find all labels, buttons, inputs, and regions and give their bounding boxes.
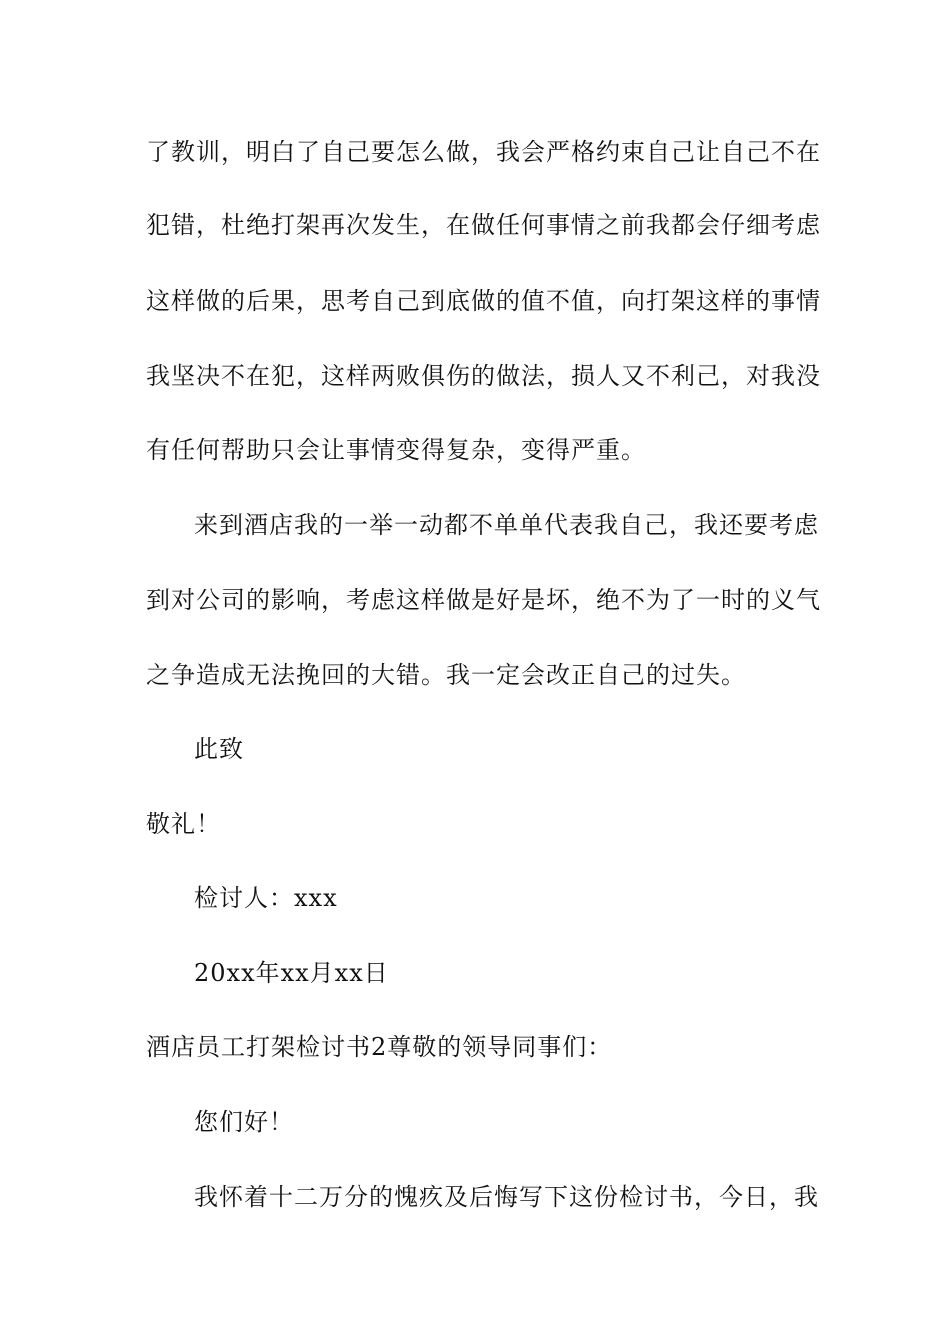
body-text-line: 我坚决不在犯，这样两败俱伤的做法，损人又不利己，对我没 bbox=[146, 362, 821, 390]
body-text-line: 到对公司的影响，考虑这样做是好是坏，绝不为了一时的义气 bbox=[146, 586, 821, 614]
closing-regards: 敬礼！ bbox=[146, 810, 221, 838]
signature-name: 检讨人：xxx bbox=[194, 884, 338, 912]
body-text-line: 这样做的后果，思考自己到底做的值不值，向打架这样的事情 bbox=[146, 287, 821, 315]
body-text-line: 之争造成无法挽回的大错。我一定会改正自己的过失。 bbox=[146, 661, 746, 689]
body-text-line: 犯错，杜绝打架再次发生，在做任何事情之前我都会仔细考虑 bbox=[146, 211, 821, 239]
greeting-line: 您们好！ bbox=[194, 1108, 294, 1136]
section-title-line: 酒店员工打架检讨书2尊敬的领导同事们： bbox=[146, 1033, 613, 1061]
signature-date: 20xx年xx月xx日 bbox=[194, 959, 389, 987]
paragraph-start-line: 来到酒店我的一举一动都不单单代表我自己，我还要考虑 bbox=[194, 511, 819, 539]
body-text-line: 有任何帮助只会让事情变得复杂，变得严重。 bbox=[146, 436, 646, 464]
paragraph-start-line: 我怀着十二万分的愧疚及后悔写下这份检讨书，今日，我 bbox=[194, 1183, 819, 1211]
body-text-line: 了教训，明白了自己要怎么做，我会严格约束自己让自己不在 bbox=[146, 138, 821, 166]
closing-salutation: 此致 bbox=[194, 735, 244, 763]
